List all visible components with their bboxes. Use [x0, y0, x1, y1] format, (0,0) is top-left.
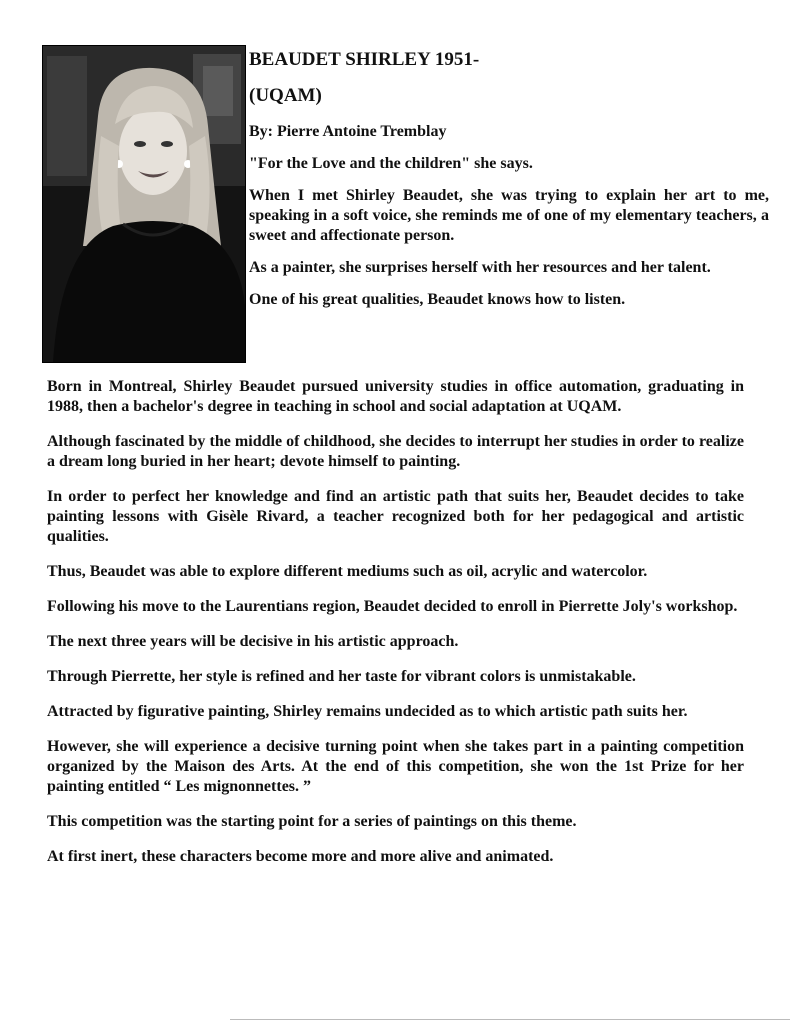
- header-paragraph: "For the Love and the children" she says.: [249, 155, 533, 172]
- body-paragraph: In order to perfect her knowledge and find an artistic path that suits her, Beaudet decides to take painting lessons with Gisèle Rivard, a teacher recognized both for her pedagogical and artistic qualities.: [47, 488, 744, 545]
- header-paragraph: When I met Shirley Beaudet, she was trying to explain her art to me, speaking in a soft voice, she reminds me of one of my elementary teachers, a sweet and affectionate person.: [249, 187, 769, 244]
- article-header: [249, 48, 769, 322]
- body-paragraph: However, she will experience a decisive turning point when she takes part in a painting competition organized by the Maison des Arts. At the end of this competition, she won the 1st Prize for her painting entitled “ Les mignonnettes. ”: [47, 738, 744, 795]
- body-paragraph: Born in Montreal, Shirley Beaudet pursued university studies in office automation, graduating in 1988, then a bachelor's degree in teaching in school and social adaptation at UQAM.: [47, 378, 744, 415]
- portrait-photo: [42, 45, 246, 363]
- body-paragraph: The next three years will be decisive in his artistic approach.: [47, 633, 459, 650]
- body-paragraph: Through Pierrette, her style is refined and her taste for vibrant colors is unmistakable.: [47, 668, 636, 685]
- article-affiliation: (UQAM): [249, 85, 322, 106]
- body-paragraph: Attracted by figurative painting, Shirley remains undecided as to which artistic path suits her.: [47, 703, 688, 720]
- article-title: BEAUDET SHIRLEY 1951-: [249, 49, 480, 70]
- article-byline: By: Pierre Antoine Tremblay: [249, 123, 447, 140]
- header-paragraph: One of his great qualities, Beaudet knows how to listen.: [249, 291, 626, 308]
- page-bottom-rule: [230, 1019, 790, 1020]
- article-body: [47, 377, 744, 882]
- body-paragraph: Following his move to the Laurentians region, Beaudet decided to enroll in Pierrette Joly's workshop.: [47, 598, 738, 615]
- body-paragraph: At first inert, these characters become more and more alive and animated.: [47, 848, 554, 865]
- header-paragraph: As a painter, she surprises herself with her resources and her talent.: [249, 259, 711, 276]
- portrait-image: [43, 46, 245, 362]
- body-paragraph: Thus, Beaudet was able to explore different mediums such as oil, acrylic and watercolor.: [47, 563, 648, 580]
- body-paragraph: This competition was the starting point for a series of paintings on this theme.: [47, 813, 577, 830]
- body-paragraph: Although fascinated by the middle of childhood, she decides to interrupt her studies in order to realize a dream long buried in her heart; devote himself to painting.: [47, 433, 744, 470]
